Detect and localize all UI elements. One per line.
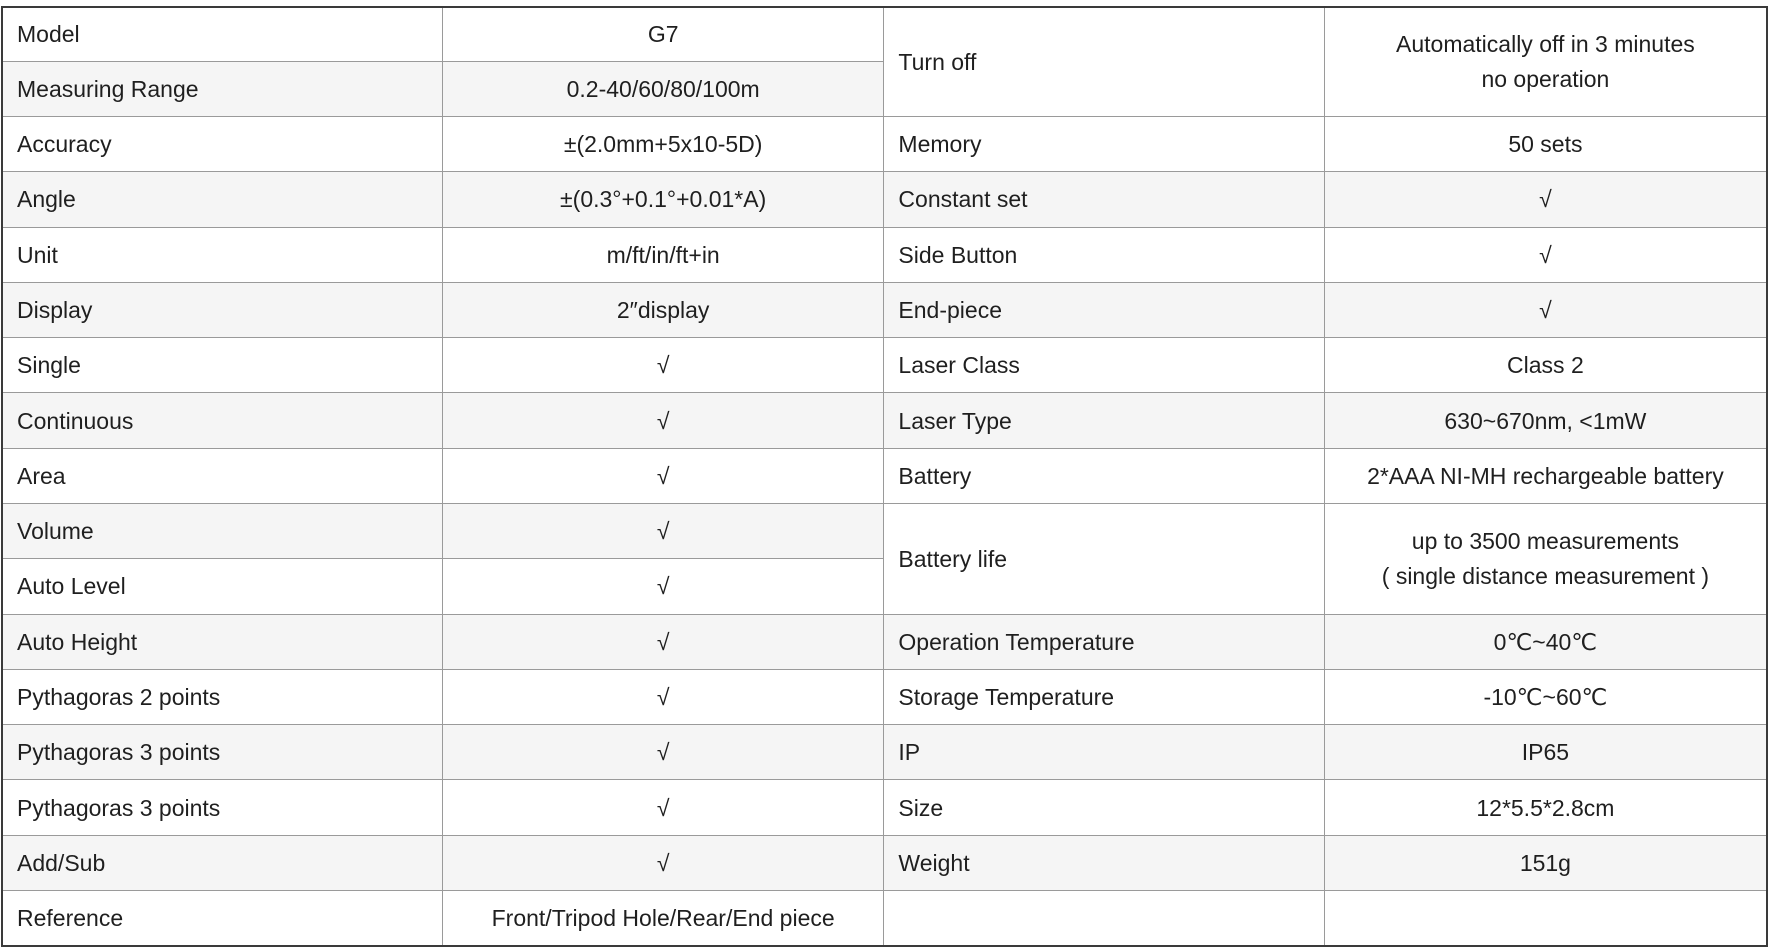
table-row <box>2 448 1767 503</box>
spec-label: Model <box>2 7 442 61</box>
spec-label: Add/Sub <box>2 835 442 890</box>
spec-label: Operation Temperature <box>884 614 1324 669</box>
spec-value: Front/Tripod Hole/Rear/End piece <box>442 891 884 947</box>
spec-label: Continuous <box>2 393 442 448</box>
spec-label: Laser Type <box>884 393 1324 448</box>
spec-value: √ <box>442 725 884 780</box>
spec-label: Display <box>2 282 442 337</box>
spec-value: ±(2.0mm+5x10-5D) <box>442 117 884 172</box>
spec-label: Accuracy <box>2 117 442 172</box>
spec-value: √ <box>442 559 884 614</box>
spec-value: 50 sets <box>1324 117 1767 172</box>
spec-label: Storage Temperature <box>884 669 1324 724</box>
spec-label: Battery life <box>884 504 1324 615</box>
spec-value: √ <box>442 504 884 559</box>
spec-value: √ <box>442 614 884 669</box>
spec-value: Class 2 <box>1324 338 1767 393</box>
spec-label: Laser Class <box>884 338 1324 393</box>
spec-value <box>1324 891 1767 947</box>
spec-value: IP65 <box>1324 725 1767 780</box>
spec-value: m/ft/in/ft+in <box>442 227 884 282</box>
spec-value: √ <box>442 780 884 835</box>
spec-value: 0℃~40℃ <box>1324 614 1767 669</box>
spec-value: √ <box>1324 172 1767 227</box>
spec-label: End-piece <box>884 282 1324 337</box>
spec-value <box>1324 7 1767 117</box>
spec-value: -10℃~60℃ <box>1324 669 1767 724</box>
spec-label: Angle <box>2 172 442 227</box>
spec-value: 2″display <box>442 282 884 337</box>
spec-label: Size <box>884 780 1324 835</box>
spec-label: Single <box>2 338 442 393</box>
table-row <box>2 504 1767 559</box>
table-row <box>2 7 1767 61</box>
spec-table <box>1 6 1768 947</box>
spec-label: Measuring Range <box>2 61 442 116</box>
spec-value: 12*5.5*2.8cm <box>1324 780 1767 835</box>
spec-value <box>1324 504 1767 615</box>
spec-label: Battery <box>884 448 1324 503</box>
spec-label: Weight <box>884 835 1324 890</box>
spec-value: ±(0.3°+0.1°+0.01*A) <box>442 172 884 227</box>
table-row <box>2 614 1767 669</box>
table-row <box>2 669 1767 724</box>
table-row <box>2 780 1767 835</box>
spec-value: √ <box>442 338 884 393</box>
spec-label: Pythagoras 3 points <box>2 725 442 780</box>
spec-value: 2*AAA NI-MH rechargeable battery <box>1324 448 1767 503</box>
spec-value: √ <box>1324 282 1767 337</box>
spec-value: √ <box>1324 227 1767 282</box>
spec-value: √ <box>442 393 884 448</box>
spec-label: Turn off <box>884 7 1324 117</box>
table-row <box>2 172 1767 227</box>
spec-label: Side Button <box>884 227 1324 282</box>
spec-label: Area <box>2 448 442 503</box>
spec-value: √ <box>442 669 884 724</box>
spec-label <box>884 891 1324 947</box>
spec-label: Auto Level <box>2 559 442 614</box>
spec-value-line: up to 3500 measurements <box>1411 527 1680 554</box>
spec-value-line: Automatically off in 3 minutes <box>1396 31 1695 58</box>
spec-label: Volume <box>2 504 442 559</box>
spec-value: 0.2-40/60/80/100m <box>442 61 884 116</box>
spec-value-line: ( single distance measurement ) <box>1381 562 1710 589</box>
spec-label: Auto Height <box>2 614 442 669</box>
spec-value: G7 <box>442 7 884 61</box>
table-row <box>2 282 1767 337</box>
table-row <box>2 117 1767 172</box>
spec-value: √ <box>442 448 884 503</box>
table-row <box>2 725 1767 780</box>
table-row <box>2 338 1767 393</box>
spec-value: 630~670nm, <1mW <box>1324 393 1767 448</box>
spec-value: 151g <box>1324 835 1767 890</box>
spec-value-line: no operation <box>1481 66 1610 93</box>
table-row <box>2 835 1767 890</box>
spec-label: Pythagoras 3 points <box>2 780 442 835</box>
spec-label: Reference <box>2 891 442 947</box>
spec-label: Memory <box>884 117 1324 172</box>
spec-label: IP <box>884 725 1324 780</box>
spec-value: √ <box>442 835 884 890</box>
table-row <box>2 891 1767 947</box>
table-row <box>2 227 1767 282</box>
spec-label: Pythagoras 2 points <box>2 669 442 724</box>
table-row <box>2 393 1767 448</box>
spec-label: Constant set <box>884 172 1324 227</box>
spec-label: Unit <box>2 227 442 282</box>
